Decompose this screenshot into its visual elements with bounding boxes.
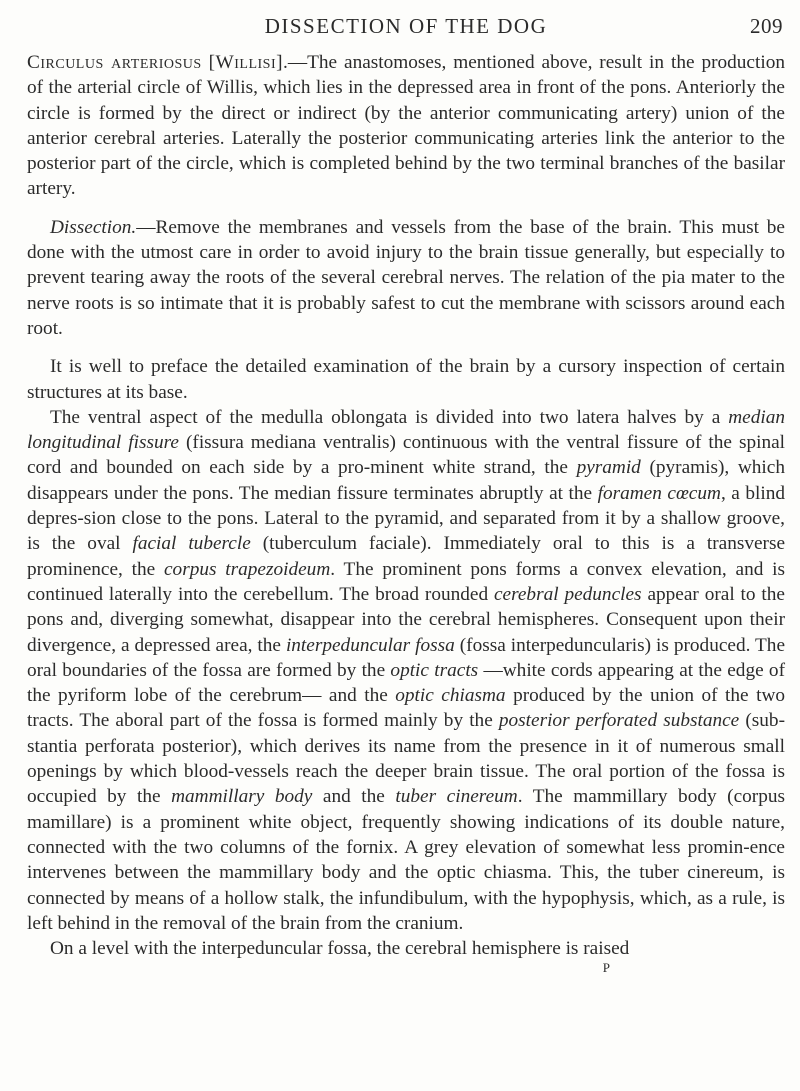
text-run: (fossa interpeduncularis) is produced. The oral boundaries of the fossa are formed by the [27, 634, 786, 681]
term-pyramid: pyramid [576, 457, 641, 479]
term-median-longitudinal-fissure: median longitudinal fissure [27, 406, 785, 454]
term-tuber-cinereum: tuber cinereum [395, 786, 518, 808]
text-run: . The prominent pons forms a convex elevation, and is continued laterally into the cerebellum. The broad rounded [27, 558, 786, 605]
paragraph-text: On a level with the interpeduncular fossa, the cerebral hemisphere is raised [50, 938, 630, 960]
term-interpeduncular-fossa: interpeduncular fossa [285, 634, 455, 656]
term-corpus-trapezoideum: corpus trapezoideum [164, 558, 331, 580]
text-run: , a blind depres-sion close to the pons. Lateral to the pyramid, and separated from it by a shallow groove, is the oval [27, 482, 785, 555]
text-run: (tuberculum faciale). Immediately oral to this is a transverse prominence, the [27, 533, 786, 580]
paragraph-dissection [27, 215, 785, 341]
paragraph-circulus-arteriosus [27, 50, 785, 202]
term-foramen-caecum: foramen cœcum [597, 482, 721, 504]
term-optic-chiasma: optic chiasma [395, 685, 506, 707]
text-run: (fissura mediana ventralis) continuous with the ventral fissure of the spinal cord and bounded on each side by a pro-minent white strand, the [27, 432, 785, 479]
book-page [27, 14, 785, 975]
term-facial-tubercle: facial tubercle [132, 533, 251, 555]
term-optic-tracts: optic tracts [390, 659, 479, 681]
text-run: —white cords appearing at the edge of the pyriform lobe of the cerebrum— and the [27, 659, 785, 707]
term-posterior-perforated-substance: posterior perforated substance [498, 710, 740, 732]
running-head [27, 14, 785, 50]
section-heading: Circulus arteriosus [27, 52, 202, 73]
paragraph-ventral-aspect [27, 405, 785, 936]
printer-signature-mark: P [602, 960, 610, 976]
page-number: 209 [750, 14, 783, 38]
paragraph-text: —Remove the membranes and vessels from the base of the brain. This must be done with the utmost care in order to avoid injury to the brain tissue generally, but especially to prevent tearing away the roots of the several cerebral nerves. The relation of the pia mater to the nerve roots is so intimate that it is probably safest to cut the membrane with scissors around each root. [27, 216, 785, 339]
paragraph-cerebral-hemisphere [27, 936, 785, 961]
text-run: and the [312, 786, 396, 808]
term-cerebral-peduncles: cerebral peduncles [493, 583, 642, 605]
paragraph-text: It is well to preface the detailed examination of the brain by a cursory inspection of certain structures at its base. [27, 356, 785, 403]
paragraph-preface [27, 354, 785, 405]
paragraph-text: .—The anastomoses, mentioned above, result in the production of the arterial circle of Willis, which lies in the depressed area in front of the pons. Anteriorly the circle is formed by the direct or indirect (by the anterior communicating artery) union of the anterior cerebral arteries. Laterally the posterior communicating arteries link the anterior to the posterior part of the circle, which is completed behind by the two terminal branches of the basilar artery. [27, 52, 785, 200]
text-run: (pyramis), which disappears under the pons. The median fissure terminates abruptly at the [27, 457, 785, 504]
text-run: appear oral to the pons and, diverging somewhat, disappear into the cerebral hemispheres. Consequent upon their divergence, a depressed area, the [27, 583, 785, 656]
text-run: (sub-stantia perforata posterior), which derives its name from the presence in it of numerous small openings by which blood-vessels reach the deeper brain tissue. The oral portion of the fossa is occupied by the [27, 710, 785, 808]
term-mammillary-body: mammillary body [171, 786, 313, 808]
text-run: produced by the union of the two tracts. The aboral part of the fossa is formed mainly by the [27, 685, 786, 732]
section-heading-bracket: [Willisi] [208, 52, 284, 73]
text-run: . The mammillary body (corpus mamillare) is a prominent white object, frequently showing indications of its double nature, connected with the two columns of the fornix. A grey elevation of somewhat less promin-ence intervenes between the mammillary body and the optic chiasma. This, the tuber cinereum, is connected by means of a hollow stalk, the infundibulum, with the hypophysis, which, as a rule, is left behind in the removal of the brain from the cranium. [27, 786, 786, 934]
dissection-label: Dissection. [50, 216, 137, 238]
text-run: The ventral aspect of the medulla oblongata is divided into two latera halves by a [50, 406, 729, 428]
running-head-title: DISSECTION OF THE DOG [264, 14, 548, 38]
